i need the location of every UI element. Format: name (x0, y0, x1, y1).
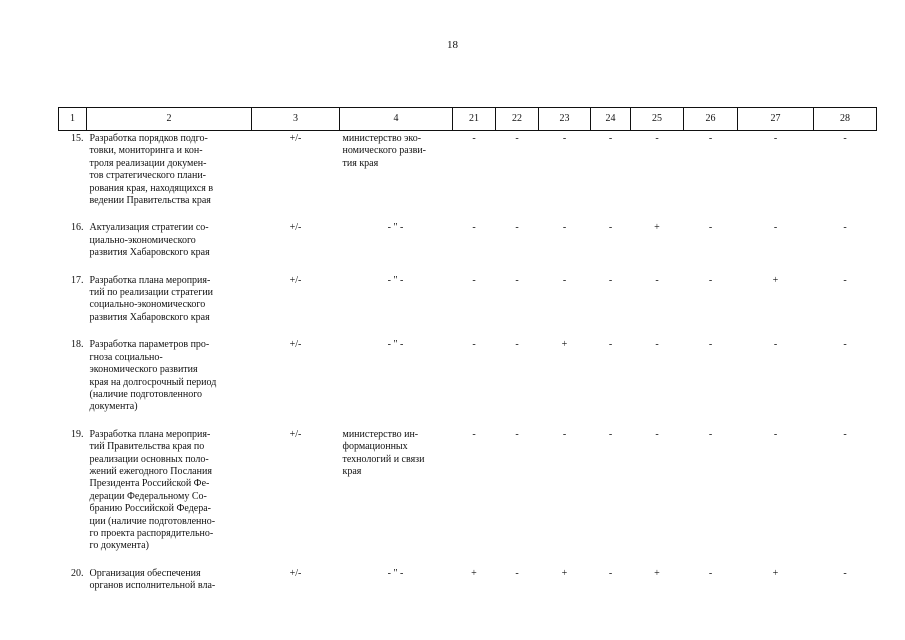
row-mark-col-27: - (773, 428, 778, 440)
description-line: жений ежегодного Послания (89, 465, 212, 477)
row-mark-col-27: - (773, 339, 778, 351)
executor-line: формационных (342, 441, 408, 453)
row-number: 18. (71, 339, 84, 351)
row-mark-col-25: - (655, 133, 659, 144)
row-mark-col-21: + (471, 567, 477, 579)
executor-line: номического разви- (342, 145, 426, 157)
row-mark-col-28: - (843, 567, 847, 579)
executor-line: края (342, 465, 362, 477)
row-mark-col-25: + (654, 222, 660, 234)
description-line: Актуализация стратегии со- (89, 222, 209, 234)
row-number: 19. (71, 428, 84, 440)
row-mark-col-24: - (608, 428, 613, 440)
row-mark-col-26: - (708, 133, 713, 144)
description-line: дерации Федеральному Со- (89, 490, 207, 502)
description-line: развития Хабаровского края (89, 247, 210, 259)
executor-line: министерство ин- (342, 428, 419, 440)
description-line: тий Правительства края по (89, 441, 205, 453)
row-executor (340, 273, 453, 338)
description-line: тий по реализации стратегии (89, 287, 214, 299)
executor-line: - " - (387, 567, 404, 579)
header-cell-26: 26 (684, 108, 738, 131)
executor-line: - " - (387, 274, 404, 286)
description-line: развития Хабаровского края (89, 311, 210, 323)
row-mark-col-22: - (515, 339, 519, 351)
row-mark-col-22: - (515, 222, 519, 234)
table-row (59, 131, 877, 221)
description-line: (наличие подготовленного (89, 388, 203, 400)
row-mark-col-21: - (472, 133, 476, 144)
row-mark-col-22: - (515, 567, 519, 579)
row-mark-col-28: - (843, 133, 847, 144)
executor-line: технологий и связи (342, 453, 425, 465)
row-mark-col-28: - (843, 274, 847, 286)
description-line: органов исполнительной вла- (89, 580, 216, 592)
row-mark-col-27: - (773, 133, 778, 144)
row-mark-col-22: - (515, 274, 519, 286)
executor-line: министерство эко- (342, 133, 422, 144)
description-line: Разработка параметров про- (89, 339, 210, 351)
description-line: троля реализации докумен- (89, 157, 207, 169)
table-body (59, 131, 877, 606)
row-mark-col-28: - (843, 428, 847, 440)
row-description (87, 220, 252, 272)
description-line: Разработка плана мероприя- (89, 274, 211, 286)
header-cell-25: 25 (631, 108, 684, 131)
row-mark-col-25: - (655, 339, 659, 351)
row-number: 20. (71, 567, 84, 579)
row-description (87, 273, 252, 338)
row-mark-col-22: - (515, 133, 519, 144)
row-mark-col-26: - (708, 222, 713, 234)
row-mark-col-26: - (708, 339, 713, 351)
row-column-3-mark: +/- (289, 428, 302, 440)
row-column-3-mark: +/- (289, 222, 302, 234)
header-cell-28: 28 (814, 108, 877, 131)
row-mark-col-28: - (843, 222, 847, 234)
header-cell-23: 23 (539, 108, 591, 131)
row-executor (340, 427, 453, 566)
row-mark-col-27: + (772, 274, 779, 286)
row-column-3-mark: +/- (289, 567, 302, 579)
description-line: го проекта распорядительно- (89, 527, 214, 539)
description-line: гноза социально- (89, 351, 163, 363)
row-number: 15. (71, 133, 84, 144)
row-mark-col-26: - (708, 428, 713, 440)
header-cell-21: 21 (453, 108, 496, 131)
table-row (59, 566, 877, 606)
executor-line: тия края (342, 157, 379, 169)
row-mark-col-25: - (655, 274, 659, 286)
description-line: тов стратегического плани- (89, 170, 207, 182)
row-executor (340, 131, 453, 221)
row-mark-col-26: - (708, 567, 713, 579)
row-mark-col-27: - (773, 222, 778, 234)
row-mark-col-28: - (843, 339, 847, 351)
row-number: 17. (71, 274, 84, 286)
header-cell-27: 27 (738, 108, 814, 131)
row-mark-col-26: - (708, 274, 713, 286)
header-cell-1: 1 (59, 108, 87, 131)
row-mark-col-21: - (472, 428, 476, 440)
header-cell-2: 2 (87, 108, 252, 131)
row-column-3-mark: +/- (289, 339, 302, 351)
row-mark-col-23: + (561, 567, 568, 579)
row-mark-col-23: - (562, 133, 567, 144)
row-mark-col-23: - (562, 428, 567, 440)
table-row (59, 427, 877, 566)
row-mark-col-25: + (654, 567, 660, 579)
row-executor (340, 566, 453, 606)
description-line: Разработка порядков подго- (89, 133, 208, 144)
executor-line: - " - (387, 222, 404, 234)
row-description (87, 566, 252, 606)
row-column-3-mark: +/- (289, 133, 302, 144)
header-cell-3: 3 (252, 108, 340, 131)
row-mark-col-21: - (472, 222, 476, 234)
description-line: реализации основных поло- (89, 453, 209, 465)
row-mark-col-23: - (562, 222, 567, 234)
description-line: Разработка плана мероприя- (89, 428, 211, 440)
description-line: товки, мониторинга и кон- (89, 145, 203, 157)
description-line: рования края, находящихся в (89, 182, 214, 194)
description-line: Организация обеспечения (89, 567, 201, 579)
row-description (87, 337, 252, 426)
table-row (59, 273, 877, 338)
row-executor (340, 337, 453, 426)
row-mark-col-24: - (608, 567, 613, 579)
table-row (59, 220, 877, 272)
row-mark-col-22: - (515, 428, 519, 440)
description-line: экономического развития (89, 364, 198, 376)
row-mark-col-23: + (561, 339, 568, 351)
description-line: ции (наличие подготовленно- (89, 515, 216, 527)
row-mark-col-23: - (562, 274, 567, 286)
description-line: бранию Российской Федера- (89, 503, 211, 515)
row-mark-col-24: - (608, 339, 613, 351)
description-line: циально-экономического (89, 234, 196, 246)
row-mark-col-24: - (608, 222, 613, 234)
description-line: Президента Российской Фе- (89, 478, 210, 490)
row-mark-col-27: + (772, 567, 779, 579)
row-description (87, 131, 252, 221)
row-number: 16. (71, 222, 84, 234)
row-mark-col-25: - (655, 428, 659, 440)
page-number: 18 (447, 39, 458, 51)
row-executor (340, 220, 453, 272)
description-line: ведении Правительства края (89, 195, 211, 207)
row-mark-col-24: - (608, 133, 613, 144)
executor-line: - " - (387, 339, 404, 351)
row-description (87, 427, 252, 566)
row-mark-col-21: - (472, 274, 476, 286)
row-column-3-mark: +/- (289, 274, 302, 286)
header-cell-22: 22 (496, 108, 539, 131)
description-line: края на долгосрочный период (89, 376, 217, 388)
header-cell-4: 4 (340, 108, 453, 131)
header-row (59, 108, 877, 131)
description-line: документа) (89, 401, 138, 413)
plan-table (58, 107, 877, 606)
table-row (59, 337, 877, 426)
header-cell-24: 24 (591, 108, 631, 131)
row-mark-col-21: - (472, 339, 476, 351)
row-mark-col-24: - (608, 274, 613, 286)
description-line: го документа) (89, 540, 149, 552)
description-line: социально-экономического (89, 299, 206, 311)
